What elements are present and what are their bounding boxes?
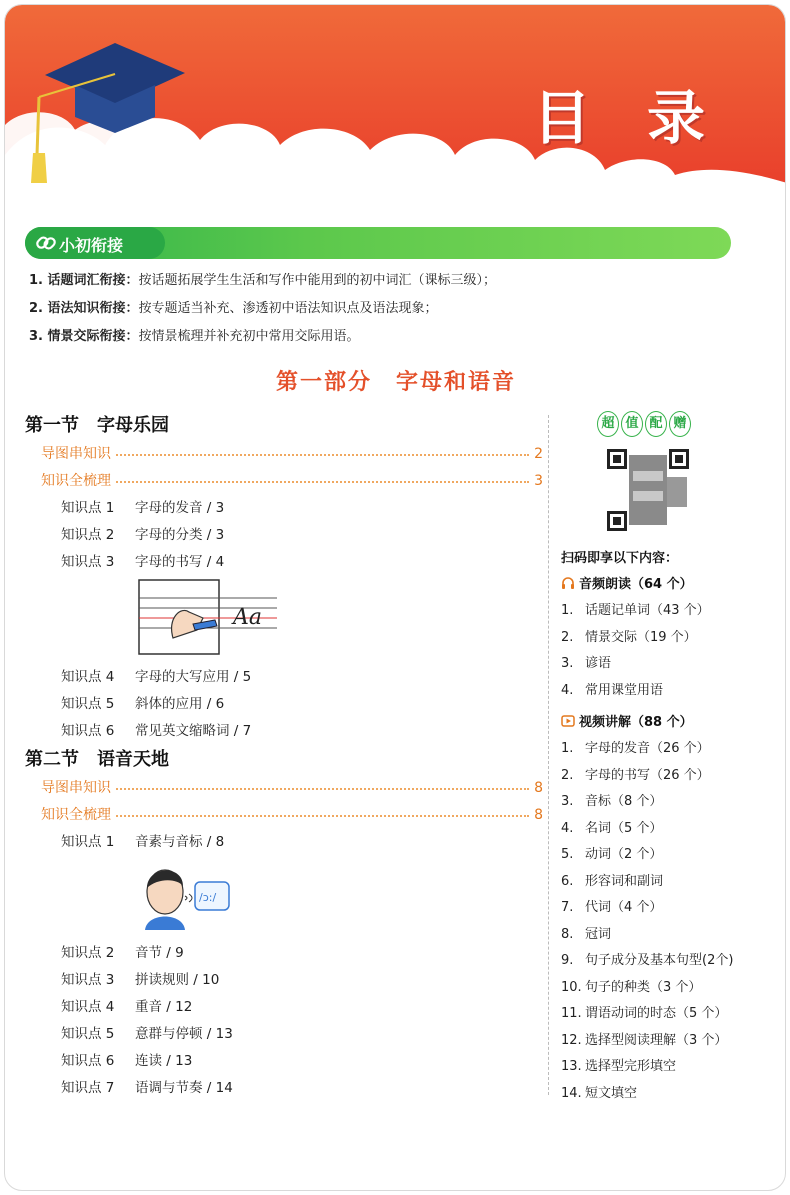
- header: [5, 5, 786, 205]
- bonus-item: 4. 常用课堂用语: [561, 682, 664, 698]
- bonus-item: 4. 名词（5 个）: [561, 820, 663, 836]
- audio-category: 音频朗读（64 个）: [561, 572, 741, 598]
- bonus-item: 7. 代词（4 个）: [561, 900, 663, 915]
- bonus-item: 13. 选择型完形填空: [561, 1059, 677, 1074]
- qr-code[interactable]: [605, 447, 691, 533]
- section-title[interactable]: 第一节 字母乐园: [25, 415, 169, 436]
- bonus-item: 2. 情景交际（19 个）: [561, 629, 697, 645]
- bonus-item: 14. 短文填空: [561, 1085, 638, 1101]
- toc: [25, 411, 543, 1102]
- toc-main-entry[interactable]: 导图串知识 2: [25, 441, 543, 468]
- intro-item: 2. 语法知识衔接：按专题适当补充、渗透初中语法知识点及语法现象；: [29, 301, 438, 316]
- toc-main-entry[interactable]: 知识全梳理 8: [25, 802, 543, 829]
- bonus-item: 2. 字母的书写（26 个）: [561, 767, 710, 783]
- toc-main-entry[interactable]: 知识全梳理 3: [25, 468, 543, 495]
- bonus-badge: 超 值 配 赠: [597, 411, 741, 437]
- bonus-item: 11. 谓语动词的时态（5 个）: [561, 1006, 728, 1021]
- writing-illustration: [137, 578, 277, 658]
- bonus-item: 1. 字母的发音（26 个）: [561, 741, 710, 756]
- bonus-item: 12. 选择型阅读理解（3 个）: [561, 1032, 728, 1048]
- knowledge-point[interactable]: 知识点 2 音节 / 9: [61, 945, 184, 961]
- page: [4, 4, 786, 1191]
- section-title[interactable]: 第二节 语音天地: [25, 749, 169, 770]
- knowledge-point[interactable]: 知识点 5 意群与停顿 / 13: [61, 1026, 233, 1042]
- bonus-item: 8. 冠词: [561, 926, 612, 942]
- svg-text:Aa: Aa: [233, 605, 263, 630]
- knowledge-point[interactable]: 知识点 7 语调与节奏 / 14: [61, 1080, 233, 1096]
- knowledge-point[interactable]: 知识点 5 斜体的应用 / 6: [61, 696, 225, 712]
- knowledge-point[interactable]: 知识点 1 字母的发音 / 3: [61, 500, 225, 516]
- headphones-icon: [561, 576, 575, 590]
- scan-title: 扫码即享以下内容：: [561, 551, 679, 566]
- knowledge-point[interactable]: 知识点 4 重音 / 12: [61, 999, 193, 1015]
- video-play-icon: [561, 714, 575, 728]
- intro-item: 3. 情景交际衔接：按情景梳理并补充初中常用交际用语。: [29, 329, 360, 344]
- bridge-intro: [29, 267, 496, 351]
- knowledge-point[interactable]: 知识点 3 字母的书写 / 4: [61, 554, 225, 570]
- knowledge-point[interactable]: 知识点 3 拼读规则 / 10: [61, 972, 220, 988]
- link-icon: [35, 232, 57, 254]
- bridge-banner: [25, 227, 731, 259]
- bonus-item: 6. 形容词和副词: [561, 873, 664, 889]
- video-category: 视频讲解（88 个）: [561, 710, 741, 736]
- svg-text:/ɔ:/: /ɔ:/: [199, 891, 217, 904]
- bonus-item: 10. 句子的种类（3 个）: [561, 979, 702, 995]
- knowledge-point[interactable]: 知识点 2 字母的分类 / 3: [61, 527, 225, 543]
- bonus-item: 1. 话题记单词（43 个）: [561, 603, 710, 618]
- bonus-item: 3. 谚语: [561, 656, 612, 671]
- bridge-title: 小初衔接: [59, 236, 124, 255]
- knowledge-point[interactable]: 知识点 6 连读 / 13: [61, 1053, 193, 1069]
- page-title: 目 录: [532, 84, 723, 152]
- knowledge-point[interactable]: 知识点 1 音素与音标 / 8: [61, 834, 225, 850]
- knowledge-point[interactable]: 知识点 6 常见英文缩略词 / 7: [61, 723, 252, 739]
- intro-item: 1. 话题词汇衔接：按话题拓展学生生活和写作中能用到的初中词汇（课标三级）；: [29, 273, 497, 288]
- knowledge-point[interactable]: 知识点 4 字母的大写应用 / 5: [61, 669, 252, 685]
- bonus-item: 9. 句子成分及基本句型(2个): [561, 953, 734, 968]
- part-title: 第一部分 字母和语音: [275, 370, 516, 395]
- bonus-item: 5. 动词（2 个）: [561, 847, 663, 862]
- column-divider: [548, 415, 549, 1095]
- boy-speaking-illustration: [137, 860, 237, 930]
- bonus-sidebar: [561, 411, 741, 1107]
- bonus-item: 3. 音标（8 个）: [561, 794, 663, 809]
- toc-main-entry[interactable]: 导图串知识 8: [25, 775, 543, 802]
